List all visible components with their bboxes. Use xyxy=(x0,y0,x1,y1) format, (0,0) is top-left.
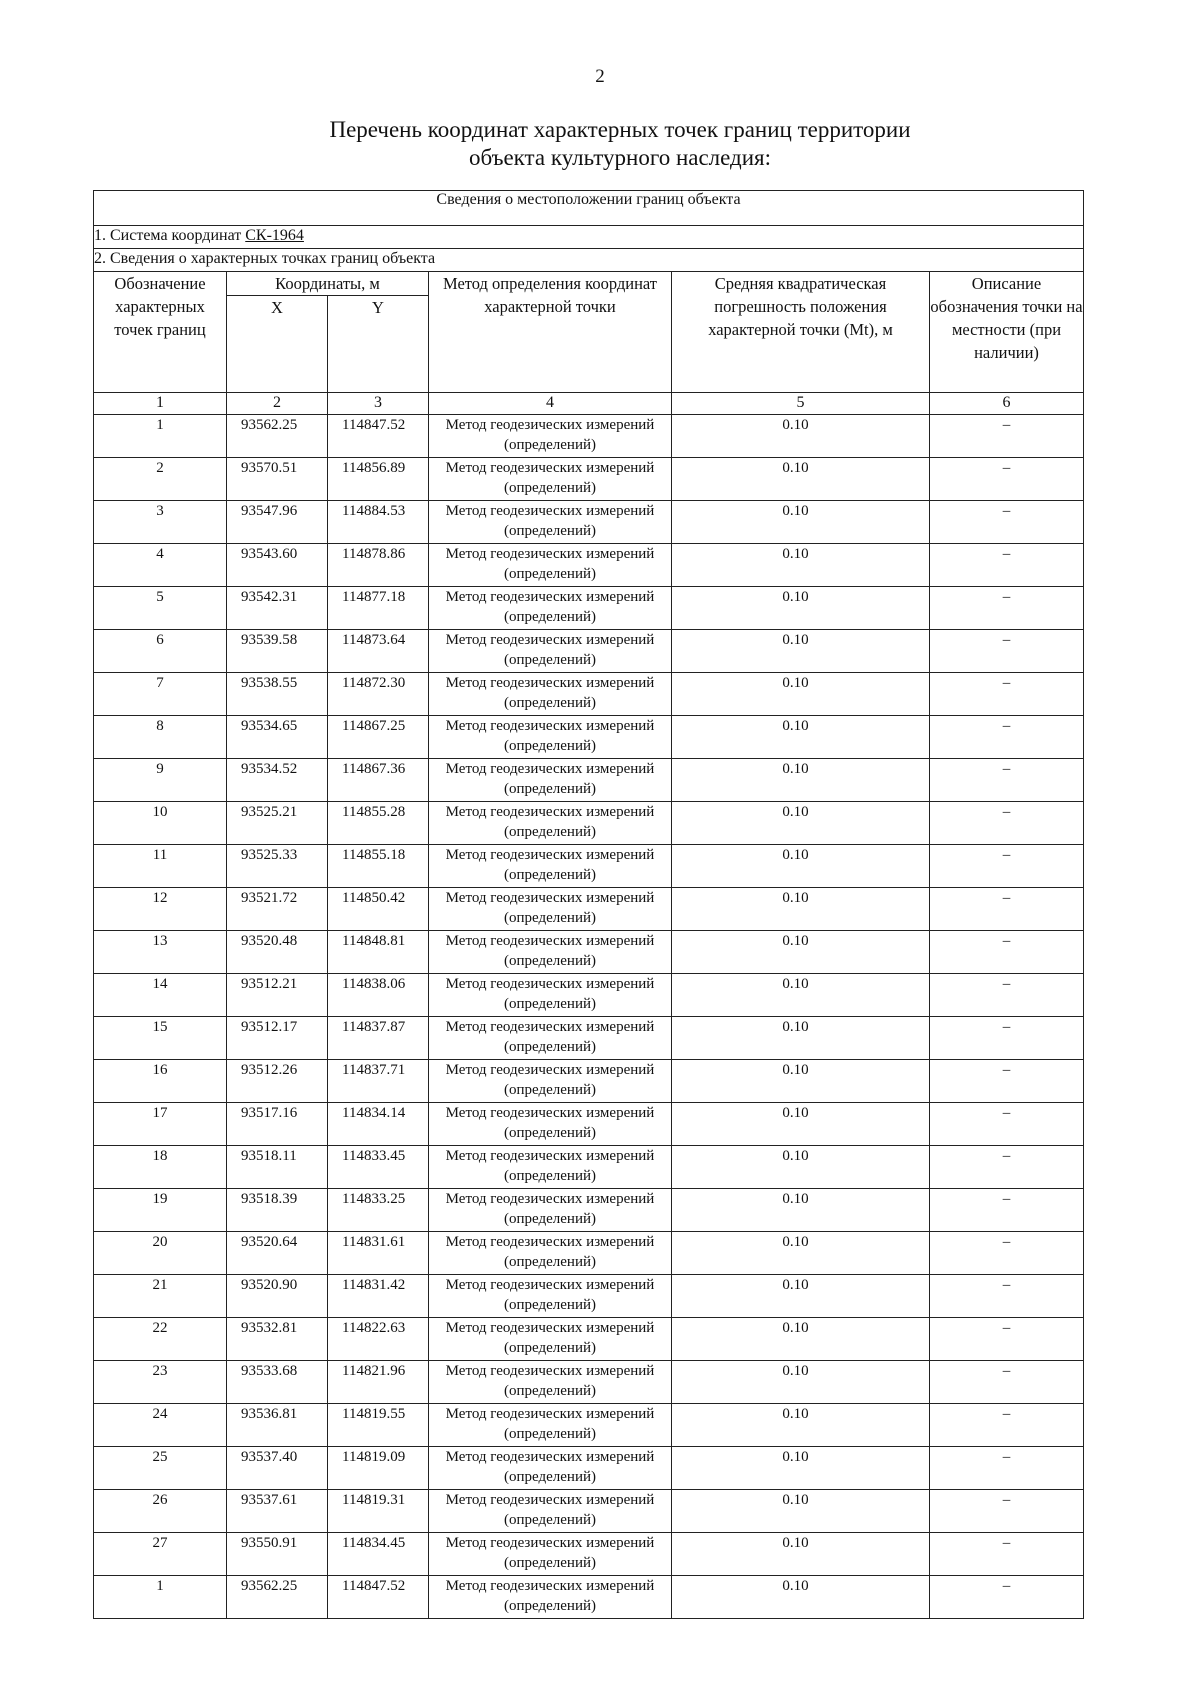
document-title xyxy=(0,116,1200,172)
x-coordinate-cell: 93534.65 xyxy=(227,716,328,759)
y-coordinate-cell: 114867.36 xyxy=(328,759,429,802)
table-body xyxy=(94,415,1084,1619)
column-number: 1 xyxy=(94,393,227,415)
method-cell: Метод геодезических измерений (определений) xyxy=(429,1103,672,1146)
error-cell: 0.10 xyxy=(672,802,930,845)
x-coordinate-cell: 93518.39 xyxy=(227,1189,328,1232)
table-row xyxy=(94,1060,1084,1103)
method-cell: Метод геодезических измерений (определений) xyxy=(429,1447,672,1490)
description-cell: – xyxy=(930,759,1084,802)
y-coordinate-cell: 114884.53 xyxy=(328,501,429,544)
point-cell: 26 xyxy=(94,1490,227,1533)
point-cell: 2 xyxy=(94,458,227,501)
point-cell: 10 xyxy=(94,802,227,845)
table-row xyxy=(94,1189,1084,1232)
method-cell: Метод геодезических измерений (определений) xyxy=(429,1533,672,1576)
description-cell: – xyxy=(930,1146,1084,1189)
description-cell: – xyxy=(930,1404,1084,1447)
method-cell: Метод геодезических измерений (определений) xyxy=(429,544,672,587)
y-coordinate-cell: 114873.64 xyxy=(328,630,429,673)
point-cell: 7 xyxy=(94,673,227,716)
method-cell: Метод геодезических измерений (определений) xyxy=(429,1189,672,1232)
description-cell: – xyxy=(930,845,1084,888)
description-cell: – xyxy=(930,587,1084,630)
error-cell: 0.10 xyxy=(672,458,930,501)
header-coordinates: Координаты, м xyxy=(227,272,429,296)
method-cell: Метод геодезических измерений (определений) xyxy=(429,974,672,1017)
point-cell: 20 xyxy=(94,1232,227,1275)
table-row xyxy=(94,1404,1084,1447)
point-cell: 5 xyxy=(94,587,227,630)
y-coordinate-cell: 114878.86 xyxy=(328,544,429,587)
y-coordinate-cell: 114847.52 xyxy=(328,415,429,458)
description-cell: – xyxy=(930,458,1084,501)
error-cell: 0.10 xyxy=(672,845,930,888)
point-cell: 1 xyxy=(94,415,227,458)
table-row xyxy=(94,673,1084,716)
table-row xyxy=(94,1361,1084,1404)
description-cell: – xyxy=(930,716,1084,759)
y-coordinate-cell: 114822.63 xyxy=(328,1318,429,1361)
x-coordinate-cell: 93537.40 xyxy=(227,1447,328,1490)
table-head xyxy=(94,191,1084,415)
description-cell: – xyxy=(930,501,1084,544)
table-row xyxy=(94,1017,1084,1060)
table-row xyxy=(94,1318,1084,1361)
error-cell: 0.10 xyxy=(672,974,930,1017)
y-coordinate-cell: 114831.42 xyxy=(328,1275,429,1318)
x-coordinate-cell: 93521.72 xyxy=(227,888,328,931)
error-cell: 0.10 xyxy=(672,716,930,759)
x-coordinate-cell: 93525.21 xyxy=(227,802,328,845)
description-cell: – xyxy=(930,1060,1084,1103)
error-cell: 0.10 xyxy=(672,587,930,630)
table-row xyxy=(94,931,1084,974)
description-cell: – xyxy=(930,1318,1084,1361)
method-cell: Метод геодезических измерений (определений) xyxy=(429,501,672,544)
method-cell: Метод геодезических измерений (определений) xyxy=(429,1576,672,1619)
coordinate-system-line xyxy=(94,226,1084,249)
x-coordinate-cell: 93520.64 xyxy=(227,1232,328,1275)
description-cell: – xyxy=(930,1533,1084,1576)
y-coordinate-cell: 114834.45 xyxy=(328,1533,429,1576)
table-row xyxy=(94,759,1084,802)
method-cell: Метод геодезических измерений (определений) xyxy=(429,1490,672,1533)
x-coordinate-cell: 93518.11 xyxy=(227,1146,328,1189)
table-row xyxy=(94,888,1084,931)
error-cell: 0.10 xyxy=(672,1533,930,1576)
y-coordinate-cell: 114847.52 xyxy=(328,1576,429,1619)
description-cell: – xyxy=(930,1017,1084,1060)
description-cell: – xyxy=(930,888,1084,931)
point-cell: 16 xyxy=(94,1060,227,1103)
point-cell: 8 xyxy=(94,716,227,759)
x-coordinate-cell: 93534.52 xyxy=(227,759,328,802)
error-cell: 0.10 xyxy=(672,1103,930,1146)
x-coordinate-cell: 93562.25 xyxy=(227,415,328,458)
y-coordinate-cell: 114831.61 xyxy=(328,1232,429,1275)
table-row xyxy=(94,845,1084,888)
table-row xyxy=(94,458,1084,501)
table-row xyxy=(94,1103,1084,1146)
y-coordinate-cell: 114834.14 xyxy=(328,1103,429,1146)
error-cell: 0.10 xyxy=(672,1576,930,1619)
point-cell: 21 xyxy=(94,1275,227,1318)
header-method: Метод определения координат характерной точки xyxy=(429,272,672,393)
error-cell: 0.10 xyxy=(672,1404,930,1447)
point-cell: 27 xyxy=(94,1533,227,1576)
method-cell: Метод геодезических измерений (определений) xyxy=(429,587,672,630)
title-line-1: Перечень координат характерных точек границ территории xyxy=(329,117,911,142)
description-cell: – xyxy=(930,673,1084,716)
description-cell: – xyxy=(930,802,1084,845)
column-number: 6 xyxy=(930,393,1084,415)
method-cell: Метод геодезических измерений (определений) xyxy=(429,931,672,974)
method-cell: Метод геодезических измерений (определений) xyxy=(429,1404,672,1447)
table-row xyxy=(94,1447,1084,1490)
method-cell: Метод геодезических измерений (определений) xyxy=(429,888,672,931)
x-coordinate-cell: 93512.21 xyxy=(227,974,328,1017)
method-cell: Метод геодезических измерений (определений) xyxy=(429,630,672,673)
y-coordinate-cell: 114833.45 xyxy=(328,1146,429,1189)
x-coordinate-cell: 93543.60 xyxy=(227,544,328,587)
table-row xyxy=(94,587,1084,630)
column-number: 4 xyxy=(429,393,672,415)
y-coordinate-cell: 114837.71 xyxy=(328,1060,429,1103)
error-cell: 0.10 xyxy=(672,1060,930,1103)
table-row xyxy=(94,974,1084,1017)
point-cell: 13 xyxy=(94,931,227,974)
x-coordinate-cell: 93525.33 xyxy=(227,845,328,888)
method-cell: Метод геодезических измерений (определений) xyxy=(429,673,672,716)
error-cell: 0.10 xyxy=(672,888,930,931)
table-row xyxy=(94,1232,1084,1275)
method-cell: Метод геодезических измерений (определений) xyxy=(429,1318,672,1361)
error-cell: 0.10 xyxy=(672,415,930,458)
x-coordinate-cell: 93536.81 xyxy=(227,1404,328,1447)
error-cell: 0.10 xyxy=(672,1232,930,1275)
error-cell: 0.10 xyxy=(672,630,930,673)
error-cell: 0.10 xyxy=(672,1275,930,1318)
description-cell: – xyxy=(930,1490,1084,1533)
point-cell: 9 xyxy=(94,759,227,802)
description-cell: – xyxy=(930,1232,1084,1275)
table-row xyxy=(94,1275,1084,1318)
x-coordinate-cell: 93539.58 xyxy=(227,630,328,673)
x-coordinate-cell: 93520.90 xyxy=(227,1275,328,1318)
description-cell: – xyxy=(930,974,1084,1017)
error-cell: 0.10 xyxy=(672,1447,930,1490)
error-cell: 0.10 xyxy=(672,1318,930,1361)
point-cell: 11 xyxy=(94,845,227,888)
table-row xyxy=(94,802,1084,845)
x-coordinate-cell: 93542.31 xyxy=(227,587,328,630)
header-error: Средняя квадратическая погрешность положения характерной точки (Mt), м xyxy=(672,272,930,393)
description-cell: – xyxy=(930,1576,1084,1619)
error-cell: 0.10 xyxy=(672,1361,930,1404)
error-cell: 0.10 xyxy=(672,673,930,716)
y-coordinate-cell: 114850.42 xyxy=(328,888,429,931)
table-row xyxy=(94,415,1084,458)
error-cell: 0.10 xyxy=(672,501,930,544)
description-cell: – xyxy=(930,544,1084,587)
y-coordinate-cell: 114821.96 xyxy=(328,1361,429,1404)
table-row xyxy=(94,716,1084,759)
column-number: 3 xyxy=(328,393,429,415)
description-cell: – xyxy=(930,1275,1084,1318)
x-coordinate-cell: 93520.48 xyxy=(227,931,328,974)
y-coordinate-cell: 114848.81 xyxy=(328,931,429,974)
method-cell: Метод геодезических измерений (определений) xyxy=(429,759,672,802)
y-coordinate-cell: 114837.87 xyxy=(328,1017,429,1060)
y-coordinate-cell: 114856.89 xyxy=(328,458,429,501)
error-cell: 0.10 xyxy=(672,544,930,587)
header-x: X xyxy=(227,296,328,393)
method-cell: Метод геодезических измерений (определений) xyxy=(429,458,672,501)
point-cell: 25 xyxy=(94,1447,227,1490)
description-cell: – xyxy=(930,1361,1084,1404)
column-number: 5 xyxy=(672,393,930,415)
column-numbers-row xyxy=(94,393,1084,415)
point-cell: 6 xyxy=(94,630,227,673)
error-cell: 0.10 xyxy=(672,1490,930,1533)
y-coordinate-cell: 114819.31 xyxy=(328,1490,429,1533)
error-cell: 0.10 xyxy=(672,1017,930,1060)
table-banner: Сведения о местоположении границ объекта xyxy=(94,191,1084,226)
description-cell: – xyxy=(930,630,1084,673)
point-cell: 3 xyxy=(94,501,227,544)
method-cell: Метод геодезических измерений (определений) xyxy=(429,845,672,888)
header-y: Y xyxy=(328,296,429,393)
points-info-line: 2. Сведения о характерных точках границ объекта xyxy=(94,249,1084,272)
x-coordinate-cell: 93562.25 xyxy=(227,1576,328,1619)
point-cell: 4 xyxy=(94,544,227,587)
header-description: Описание обозначения точки на местности (при наличии) xyxy=(930,272,1084,393)
coordinates-table xyxy=(93,190,1084,1619)
point-cell: 23 xyxy=(94,1361,227,1404)
method-cell: Метод геодезических измерений (определений) xyxy=(429,1060,672,1103)
x-coordinate-cell: 93512.17 xyxy=(227,1017,328,1060)
point-cell: 24 xyxy=(94,1404,227,1447)
method-cell: Метод геодезических измерений (определений) xyxy=(429,1146,672,1189)
description-cell: – xyxy=(930,1447,1084,1490)
x-coordinate-cell: 93537.61 xyxy=(227,1490,328,1533)
page-number: 2 xyxy=(595,66,605,87)
x-coordinate-cell: 93532.81 xyxy=(227,1318,328,1361)
header-designation: Обозначение характерных точек границ xyxy=(94,272,227,393)
x-coordinate-cell: 93550.91 xyxy=(227,1533,328,1576)
y-coordinate-cell: 114819.09 xyxy=(328,1447,429,1490)
y-coordinate-cell: 114833.25 xyxy=(328,1189,429,1232)
point-cell: 12 xyxy=(94,888,227,931)
table-row xyxy=(94,1533,1084,1576)
title-line-2: объекта культурного наследия: xyxy=(468,145,772,170)
point-cell: 15 xyxy=(94,1017,227,1060)
method-cell: Метод геодезических измерений (определений) xyxy=(429,802,672,845)
error-cell: 0.10 xyxy=(672,759,930,802)
point-cell: 22 xyxy=(94,1318,227,1361)
table-row xyxy=(94,544,1084,587)
method-cell: Метод геодезических измерений (определений) xyxy=(429,415,672,458)
coordinate-system-name: СК-1964 xyxy=(245,227,304,244)
error-cell: 0.10 xyxy=(672,1189,930,1232)
error-cell: 0.10 xyxy=(672,931,930,974)
y-coordinate-cell: 114819.55 xyxy=(328,1404,429,1447)
description-cell: – xyxy=(930,931,1084,974)
y-coordinate-cell: 114867.25 xyxy=(328,716,429,759)
method-cell: Метод геодезических измерений (определений) xyxy=(429,1017,672,1060)
point-cell: 19 xyxy=(94,1189,227,1232)
description-cell: – xyxy=(930,415,1084,458)
x-coordinate-cell: 93533.68 xyxy=(227,1361,328,1404)
y-coordinate-cell: 114872.30 xyxy=(328,673,429,716)
table-row xyxy=(94,630,1084,673)
x-coordinate-cell: 93517.16 xyxy=(227,1103,328,1146)
method-cell: Метод геодезических измерений (определений) xyxy=(429,716,672,759)
y-coordinate-cell: 114838.06 xyxy=(328,974,429,1017)
point-cell: 14 xyxy=(94,974,227,1017)
x-coordinate-cell: 93547.96 xyxy=(227,501,328,544)
point-cell: 18 xyxy=(94,1146,227,1189)
y-coordinate-cell: 114877.18 xyxy=(328,587,429,630)
column-number: 2 xyxy=(227,393,328,415)
table-row xyxy=(94,1576,1084,1619)
table-row xyxy=(94,501,1084,544)
point-cell: 17 xyxy=(94,1103,227,1146)
y-coordinate-cell: 114855.28 xyxy=(328,802,429,845)
table-row xyxy=(94,1146,1084,1189)
method-cell: Метод геодезических измерений (определений) xyxy=(429,1361,672,1404)
description-cell: – xyxy=(930,1189,1084,1232)
error-cell: 0.10 xyxy=(672,1146,930,1189)
point-cell: 1 xyxy=(94,1576,227,1619)
x-coordinate-cell: 93538.55 xyxy=(227,673,328,716)
description-cell: – xyxy=(930,1103,1084,1146)
method-cell: Метод геодезических измерений (определений) xyxy=(429,1275,672,1318)
x-coordinate-cell: 93570.51 xyxy=(227,458,328,501)
x-coordinate-cell: 93512.26 xyxy=(227,1060,328,1103)
table-row xyxy=(94,1490,1084,1533)
coordinate-system-prefix: 1. Система координат xyxy=(94,227,246,244)
method-cell: Метод геодезических измерений (определений) xyxy=(429,1232,672,1275)
y-coordinate-cell: 114855.18 xyxy=(328,845,429,888)
